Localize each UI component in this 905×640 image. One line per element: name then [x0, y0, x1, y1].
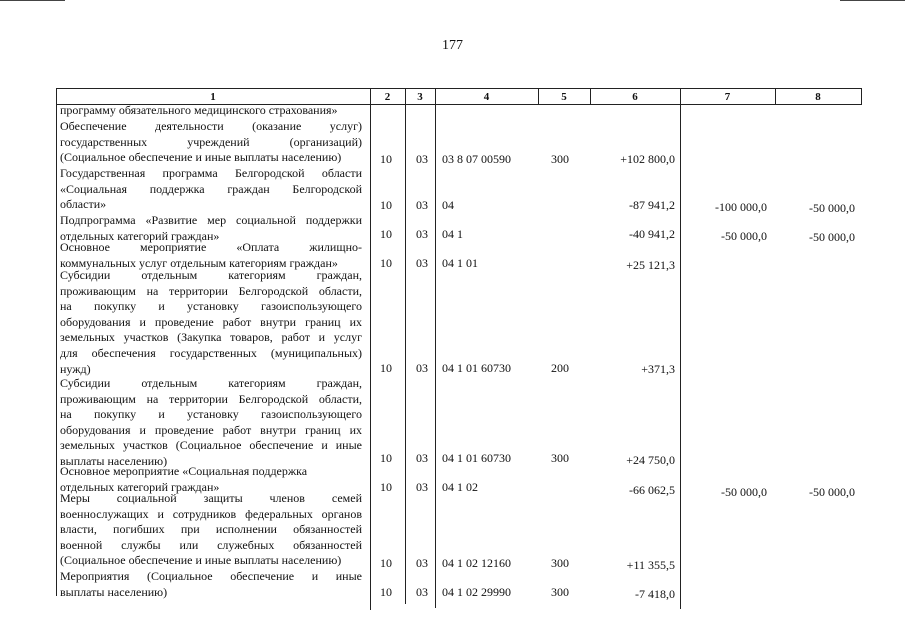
- table-cell-amount-1: +102 800,0: [620, 152, 675, 166]
- table-cell-subsection: 03: [416, 256, 428, 270]
- table-cell-target: 04 1 01 60730: [442, 361, 511, 375]
- table-cell-subsection: 03: [416, 152, 428, 166]
- table-cell-amount-2: -50 000,0: [721, 485, 767, 499]
- table-row-description: Государственная программа Белгородской области «Социальная поддержка граждан Белгородской области»: [60, 166, 362, 212]
- table-cell-target: 04: [442, 198, 454, 212]
- table-cell-amount-3: -50 000,0: [809, 230, 855, 244]
- table-row-description: Меры социальной защиты членов семей военнослужащих и сотрудников федеральных органов власти, погибших при исполнении обязанностей военной службы или служебных обязанностей (Социальное обеспечение и иные выплаты населению): [60, 491, 362, 568]
- table-cell-target: 03 8 07 00590: [442, 152, 511, 166]
- table-row-description: Мероприятия (Социальное обеспечение и иные выплаты населению): [60, 569, 362, 599]
- table-cell-target: 04 1 02 29990: [442, 585, 511, 599]
- table-cell-section: 10: [380, 585, 392, 599]
- table-cell-subsection: 03: [416, 480, 428, 494]
- scan-mark: [840, 0, 905, 1]
- table-row-description: Субсидии отдельным категориям граждан, проживающим на территории Белгородской области, на покупку и установку газоиспользующего оборудования и проведение работ внутри границ их земельных участков (Закупка товаров, работ и услуг для обеспечения государственных (муниципальных) нужд): [60, 268, 362, 376]
- table-row-description: Субсидии отдельным категориям граждан, проживающим на территории Белгородской области, на покупку и установку газоиспользующего оборудования и проведение работ внутри границ их земельных участков (Социальное обеспечение и иные выплаты населению): [60, 376, 362, 468]
- table-row-description: Обеспечение деятельности (оказание услуг) государственных учреждений (организаций) (Социальное обеспечение и иные выплаты населению): [60, 119, 362, 165]
- table-cell-target: 04 1: [442, 227, 463, 241]
- table-cell-amount-1: -40 941,2: [629, 227, 675, 241]
- page-number: 177: [442, 38, 463, 53]
- table-cell-target: 04 1 01 60730: [442, 451, 511, 465]
- table-cell-section: 10: [380, 451, 392, 465]
- scan-mark: [0, 0, 65, 1]
- table-cell-subsection: 03: [416, 556, 428, 570]
- header-col-1: 1: [210, 91, 216, 103]
- table-cell-amount-1: -7 418,0: [635, 587, 675, 601]
- table-cell-subsection: 03: [416, 198, 428, 212]
- header-col-2: 2: [384, 91, 391, 103]
- table-cell-amount-1: +25 121,3: [626, 258, 675, 272]
- table-row-description: Подпрограмма «Развитие мер социальной поддержки отдельных категорий граждан»: [60, 213, 362, 243]
- table-cell-expense-type: 300: [551, 152, 569, 166]
- table-cell-section: 10: [380, 361, 392, 375]
- table-cell-amount-1: +11 355,5: [626, 558, 675, 572]
- table-cell-target: 04 1 02 12160: [442, 556, 511, 570]
- table-cell-target: 04 1 01: [442, 256, 478, 270]
- table-cell-amount-1: -87 941,2: [629, 198, 675, 212]
- table-cell-subsection: 03: [416, 361, 428, 375]
- header-col-8: 8: [815, 91, 821, 103]
- header-col-6: 6: [632, 91, 638, 103]
- table-cell-section: 10: [380, 256, 392, 270]
- header-col-4: 4: [483, 91, 490, 103]
- table-row-description: Основное мероприятие «Социальная поддержка отдельных категорий граждан»: [60, 464, 308, 494]
- table-cell-amount-1: +371,3: [641, 362, 675, 376]
- table-cell-amount-3: -50 000,0: [809, 485, 855, 499]
- table-cell-amount-2: -100 000,0: [715, 200, 767, 214]
- table-row-description: программу обязательного медицинского страхования»: [60, 103, 338, 117]
- header-col-3: 3: [417, 91, 423, 103]
- header-col-7: 7: [724, 91, 731, 103]
- table-cell-expense-type: 300: [551, 556, 569, 570]
- table-cell-subsection: 03: [416, 585, 428, 599]
- table-cell-section: 10: [380, 198, 392, 212]
- header-col-5: 5: [561, 91, 567, 103]
- table-cell-section: 10: [380, 152, 392, 166]
- table-cell-section: 10: [380, 227, 392, 241]
- table-cell-section: 10: [380, 480, 392, 494]
- table-cell-expense-type: 300: [551, 585, 569, 599]
- table-cell-expense-type: 300: [551, 451, 569, 465]
- table-cell-expense-type: 200: [551, 361, 569, 375]
- table-cell-amount-2: -50 000,0: [721, 229, 767, 243]
- table-cell-subsection: 03: [416, 227, 428, 241]
- table-cell-amount-3: -50 000,0: [809, 201, 855, 215]
- table-cell-subsection: 03: [416, 451, 428, 465]
- table-cell-target: 04 1 02: [442, 480, 478, 494]
- table-cell-amount-1: -66 062,5: [629, 483, 675, 497]
- table-row-description: Основное мероприятие «Оплата жилищно- коммунальных услуг отдельным категориям граждан»: [60, 240, 362, 270]
- table-cell-section: 10: [380, 556, 392, 570]
- table-cell-amount-1: +24 750,0: [626, 453, 675, 467]
